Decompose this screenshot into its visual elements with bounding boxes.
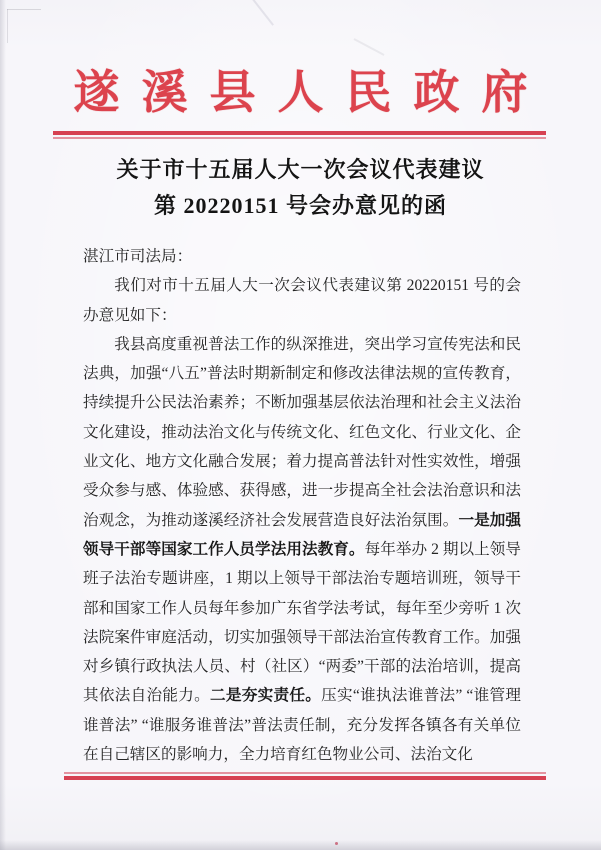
paragraph-main-run-bold: 一是加强领导干部等国家工作人员学法用法教育。 — [83, 511, 521, 558]
rule-thin-line — [53, 137, 546, 139]
paragraph-main-run: 我县高度重视普法工作的纵深推进，突出学习宣传宪法和民法典，加强“八五”普法时期新制定和修改法律法规的宣传教育，持续提升公民法治素养；不断加强基层依法治理和社会主义法治文化建设，推动法治文化与传统文化、红色文化、行业文化、企业文化、地方文化融合发展；着力提高普法针对性实效性，增强受众参与感、体验感、获得感，进一步提高全社会法治意识和法治观念，为推动遂溪经济社会发展营造良好法治氛围。 — [83, 335, 521, 529]
footer-rule-bottom — [64, 772, 546, 780]
document-body — [83, 242, 521, 769]
rule-thick-line — [64, 776, 546, 780]
scan-corner-mark — [7, 9, 8, 43]
letterhead-rule-top — [53, 131, 546, 139]
scan-corner-mark — [7, 9, 41, 10]
letterhead-org-name: 遂溪县人民政府 — [73, 67, 550, 118]
scan-streak-artifact — [244, 0, 274, 26]
paragraph-main-run-bold: 二是夯实责任。 — [210, 687, 322, 705]
paragraph-main-run: 每年举办 2 期以上领导班子法治专题讲座，1 期以上领导干部法治专题培训班，领导干部和国家工作人员每年参加广东省学法考试，每年至少旁听 1 次法院案件审庭活动，切实加强领导干部法治宣传教育工作。加强对乡镇行政执法人员、村（社区）“两委”干部的法治培训，提高其依法自治能力。 — [83, 540, 521, 705]
document-title-line1: 关于市十五届人大一次会议代表建议 — [116, 157, 485, 182]
salutation: 湛江市司法局： — [83, 248, 193, 265]
scan-edge-left — [0, 0, 6, 850]
scan-edge-bottom — [0, 840, 601, 850]
scan-streak-artifact — [354, 38, 385, 56]
paragraph-intro: 我们对市十五届人大一次会议代表建议第 20220151 号的会办意见如下： — [83, 277, 521, 324]
document-title — [0, 152, 601, 224]
paragraph-main-run: 压实“谁执法谁普法” “谁管理谁普法” “谁服务谁普法”普法责任制，充分发挥各镇各有关单位在自己辖区的影响力，全力培育红色物业公司、法治文化 — [83, 687, 521, 764]
paragraph-main — [83, 330, 521, 769]
document-title-line2: 第 20220151 号会办意见的函 — [153, 193, 447, 218]
scan-speck-artifact — [335, 842, 338, 845]
